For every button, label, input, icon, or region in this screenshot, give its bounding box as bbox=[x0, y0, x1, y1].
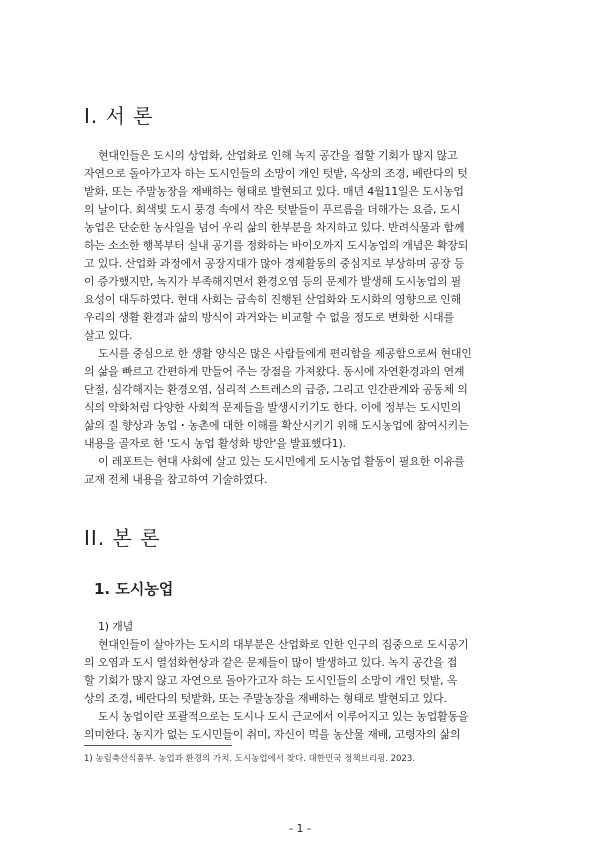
body-line: 자연으로 돌아가고자 하는 도시인들의 소망이 개인 텃밭, 옥상의 조경, 베란다의 텃 bbox=[84, 167, 468, 180]
item-heading: 1) 개념 bbox=[98, 620, 134, 633]
body-line: 단절, 심각해지는 환경오염, 심리적 스트레스의 급증, 그리고 인간관계와 공동체 의 bbox=[84, 383, 468, 396]
section-heading-main-body: II. 본 론 bbox=[84, 526, 161, 550]
footnote-separator bbox=[84, 745, 232, 746]
body-line: 의 날이다. 회색빛 도시 풍경 속에서 작은 텃밭들이 푸르름을 더해가는 요즘, 도시 bbox=[84, 203, 461, 216]
body-line: 식의 약화처럼 다양한 사회적 문제들을 발생시키기도 한다. 이에 정부는 도시민의 bbox=[84, 401, 462, 414]
body-line: 농업은 단순한 농사일을 넘어 우리 삶의 한부분을 차지하고 있다. 반려식물과 함께 bbox=[84, 221, 465, 234]
body-line: 할 기회가 많지 않고 자연으로 돌아가고자 하는 도시인들의 소망이 개인 텃밭, 옥 bbox=[84, 674, 458, 687]
body-line: 현대인들은 도시의 상업화, 산업화로 인해 녹지 공간을 접할 기회가 많지 않고 bbox=[98, 149, 458, 162]
body-line: 삶의 질 향상과 농업・농촌에 대한 이해를 확산시키기 위해 도시농업에 참여시키는 bbox=[84, 419, 469, 432]
section-heading-introduction: I. 서 론 bbox=[84, 104, 154, 128]
body-line: 도시 농업이란 포괄적으로는 도시나 도시 근교에서 이루어지고 있는 농업활동을 bbox=[98, 710, 469, 723]
body-line: 이 증가했지만, 녹지가 부족해지면서 환경오염 등의 문제가 발생해 도시농업의 필 bbox=[84, 275, 462, 288]
body-line: 밭화, 또는 주말농장을 재배하는 형태로 발현되고 있다. 매년 4월11일은 도시농업 bbox=[84, 185, 464, 198]
body-line: 내용을 골자로 한 '도시 농업 활성화 방안'을 발표했다1). bbox=[84, 437, 346, 450]
body-line: 의 삶을 빠르고 간편하게 만들어 주는 장점을 가져왔다. 동시에 자연환경과의 연계 bbox=[84, 365, 465, 378]
body-line: 의 오염과 도시 열섬화현상과 같은 문제들이 많이 발생하고 있다. 녹지 공간을 접 bbox=[84, 656, 458, 669]
body-line: 고 있다. 산업화 과정에서 공장지대가 많아 경제활동의 중심지로 부상하며 공장 등 bbox=[84, 257, 465, 270]
subsection-heading: 1. 도시농업 bbox=[94, 580, 174, 598]
body-line: 이 레포트는 현대 사회에 살고 있는 도시민에게 도시농업 활동이 필요한 이유를 bbox=[98, 455, 465, 468]
body-line: 우리의 생활 환경과 삶의 방식이 과거와는 비교할 수 없을 정도로 변화한 시대를 bbox=[84, 311, 454, 324]
page-number: - 1 - bbox=[289, 822, 311, 835]
body-line: 요성이 대두하였다. 현대 사회는 급속히 진행된 산업화와 도시화의 영향으로 인해 bbox=[84, 293, 462, 306]
body-line: 도시를 중심으로 한 생활 양식은 많은 사람들에게 편리함을 제공함으로써 현대인 bbox=[98, 347, 472, 360]
body-line: 의미한다. 농지가 없는 도시민들이 취미, 자신이 먹을 농산물 재배, 고령자의 삶의 bbox=[84, 728, 461, 741]
body-line: 하는 소소한 행복부터 실내 공기를 정화하는 바이오까지 도시농업의 개념은 확장되 bbox=[84, 239, 469, 252]
body-line: 살고 있다. bbox=[84, 329, 133, 342]
body-line: 현대인들이 살아가는 도시의 대부분은 산업화로 인한 인구의 집중으로 도시공기 bbox=[98, 638, 469, 651]
body-line: 상의 조경, 베란다의 텃밭화, 또는 주말농장을 재배하는 형태로 발현되고 있다. bbox=[84, 692, 447, 705]
footnote: 1) 농림축산식품부. 농업과 환경의 가치. 도시농업에서 찾다. 대한민국 정책브리핑. 2023. bbox=[84, 754, 415, 764]
body-line: 교재 전체 내용을 참고하여 기술하였다. bbox=[84, 473, 268, 486]
